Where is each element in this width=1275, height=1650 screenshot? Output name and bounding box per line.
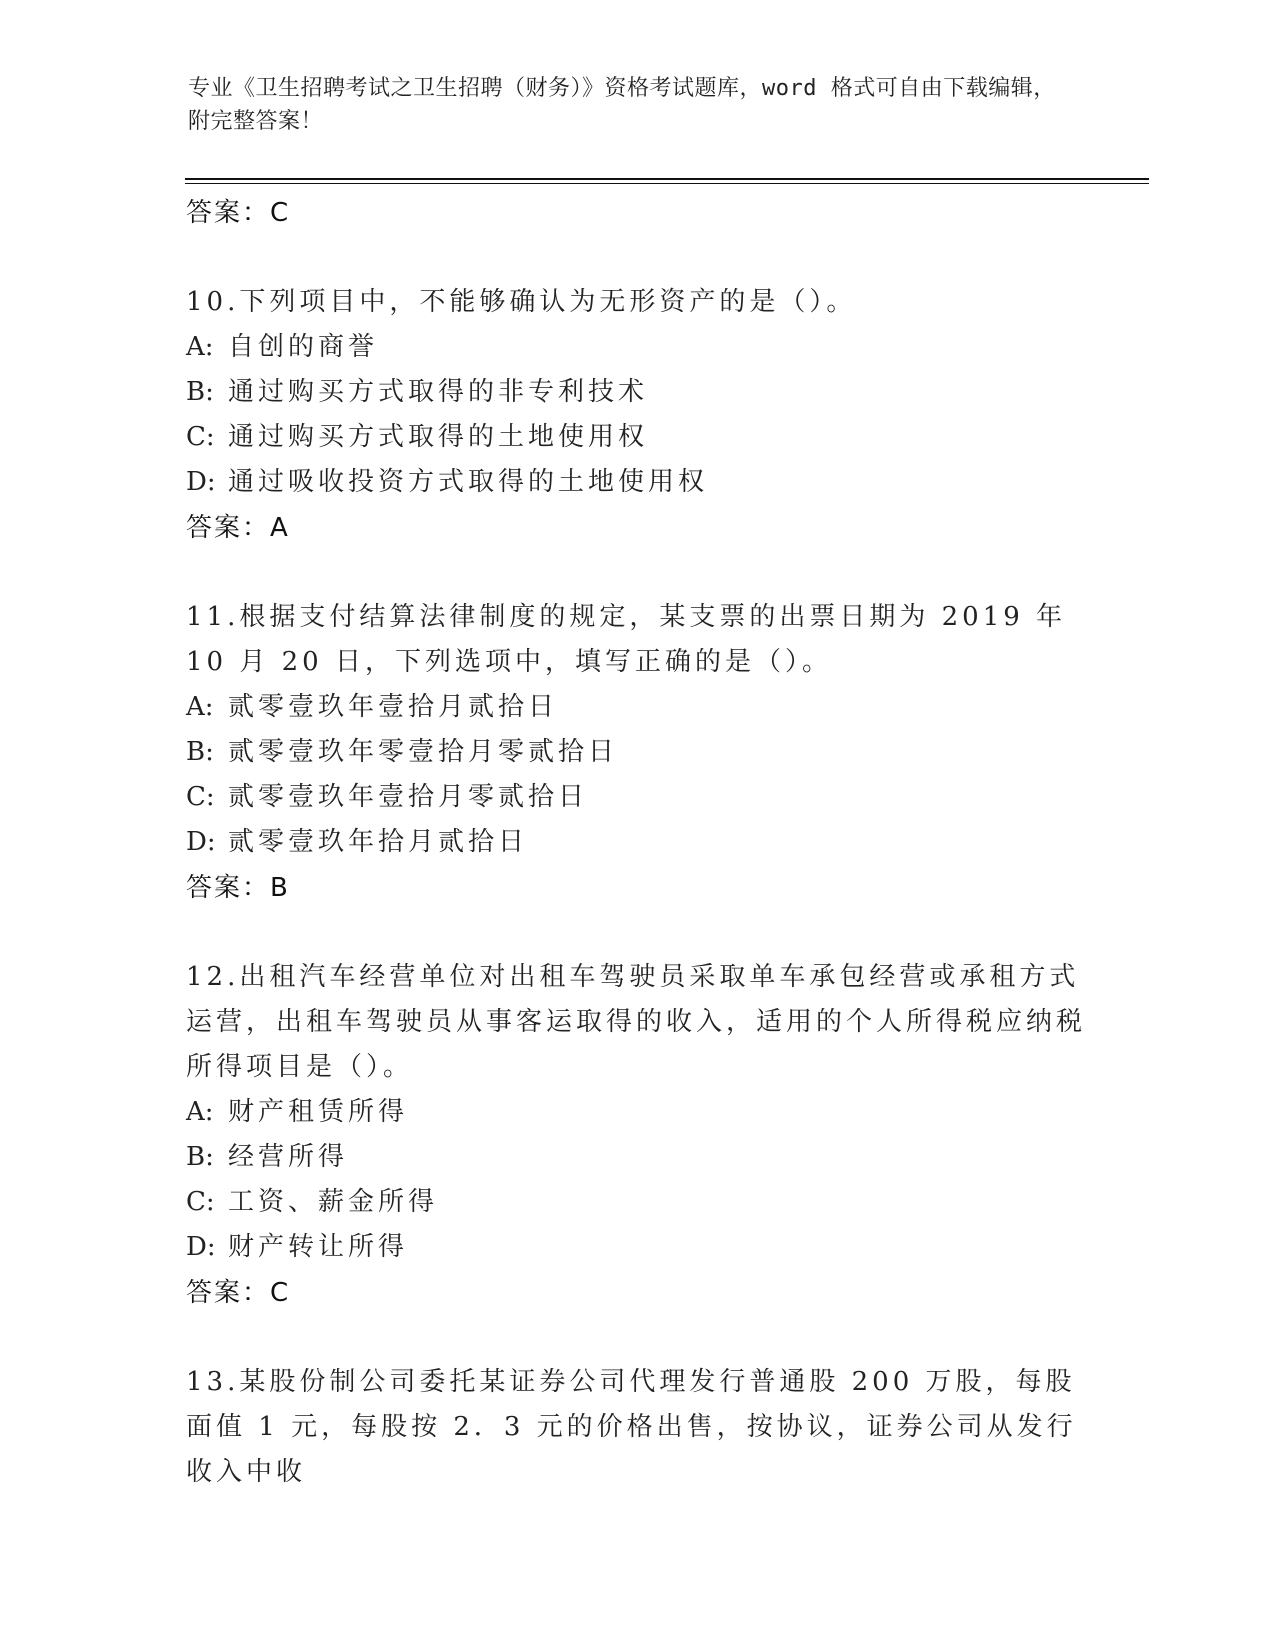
option-text: 经营所得 — [228, 1142, 349, 1172]
option-letter: C: — [186, 1187, 215, 1217]
option-letter: B: — [186, 737, 214, 767]
option-text: 通过吸收投资方式取得的土地使用权 — [228, 467, 709, 497]
option-c — [186, 775, 1086, 820]
option-text: 财产租赁所得 — [228, 1097, 409, 1127]
option-letter: A: — [186, 1097, 214, 1127]
question-13 — [186, 1360, 1086, 1495]
page-header: 专业《卫生招聘考试之卫生招聘（财务）》资格考试题库，word 格式可自由下载编辑，附完整答案！ — [188, 76, 1056, 134]
option-b — [186, 1135, 1086, 1180]
option-text: 自创的商誉 — [228, 332, 379, 362]
option-a — [186, 1090, 1086, 1135]
option-letter: D: — [186, 1232, 216, 1262]
option-d — [186, 460, 1086, 505]
option-letter: B: — [186, 377, 214, 407]
question-stem: 12.出租汽车经营单位对出租车驾驶员采取单车承包经营或承租方式运营，出租车驾驶员从事客运取得的收入，适用的个人所得税应纳税所得项目是（）。 — [186, 962, 1087, 1082]
option-letter: C: — [186, 422, 215, 452]
question-stem: 11.根据支付结算法律制度的规定，某支票的出票日期为 2019 年 10 月 20 日，下列选项中，填写正确的是（）。 — [186, 602, 1067, 677]
option-letter: A: — [186, 332, 214, 362]
option-text: 财产转让所得 — [228, 1232, 409, 1262]
option-letter: D: — [186, 827, 216, 857]
header-rule-thick — [185, 178, 1149, 180]
option-text: 贰零壹玖年零壹拾月零贰拾日 — [228, 737, 619, 767]
option-letter: B: — [186, 1142, 214, 1172]
option-d — [186, 820, 1086, 865]
question-stem: 10.下列项目中，不能够确认为无形资产的是（）。 — [186, 287, 857, 317]
answer-line: 答案：C — [186, 198, 291, 228]
option-d — [186, 1225, 1086, 1270]
question-12 — [186, 955, 1086, 1316]
answer-line: 答案：B — [186, 873, 290, 903]
option-letter: C: — [186, 782, 215, 812]
option-b — [186, 370, 1086, 415]
option-letter: A: — [186, 692, 214, 722]
option-b — [186, 730, 1086, 775]
question-10 — [186, 280, 1086, 551]
option-c — [186, 1180, 1086, 1225]
option-text: 通过购买方式取得的非专利技术 — [228, 377, 649, 407]
document-body — [186, 190, 1086, 1495]
option-c — [186, 415, 1086, 460]
header-rule-thin — [185, 183, 1149, 184]
option-text: 贰零壹玖年拾月贰拾日 — [228, 827, 529, 857]
option-letter: D: — [186, 467, 216, 497]
answer-line: 答案：A — [186, 513, 290, 543]
option-a — [186, 325, 1086, 370]
option-a — [186, 685, 1086, 730]
option-text: 工资、薪金所得 — [228, 1187, 439, 1217]
option-text: 贰零壹玖年壹拾月零贰拾日 — [228, 782, 589, 812]
option-text: 通过购买方式取得的土地使用权 — [228, 422, 649, 452]
question-stem: 13.某股份制公司委托某证券公司代理发行普通股 200 万股，每股面值 1 元，每股按 2．3 元的价格出售，按协议，证券公司从发行收入中收 — [186, 1367, 1077, 1487]
answer-line: 答案：C — [186, 1278, 291, 1308]
question-11 — [186, 595, 1086, 911]
option-text: 贰零壹玖年壹拾月贰拾日 — [228, 692, 559, 722]
